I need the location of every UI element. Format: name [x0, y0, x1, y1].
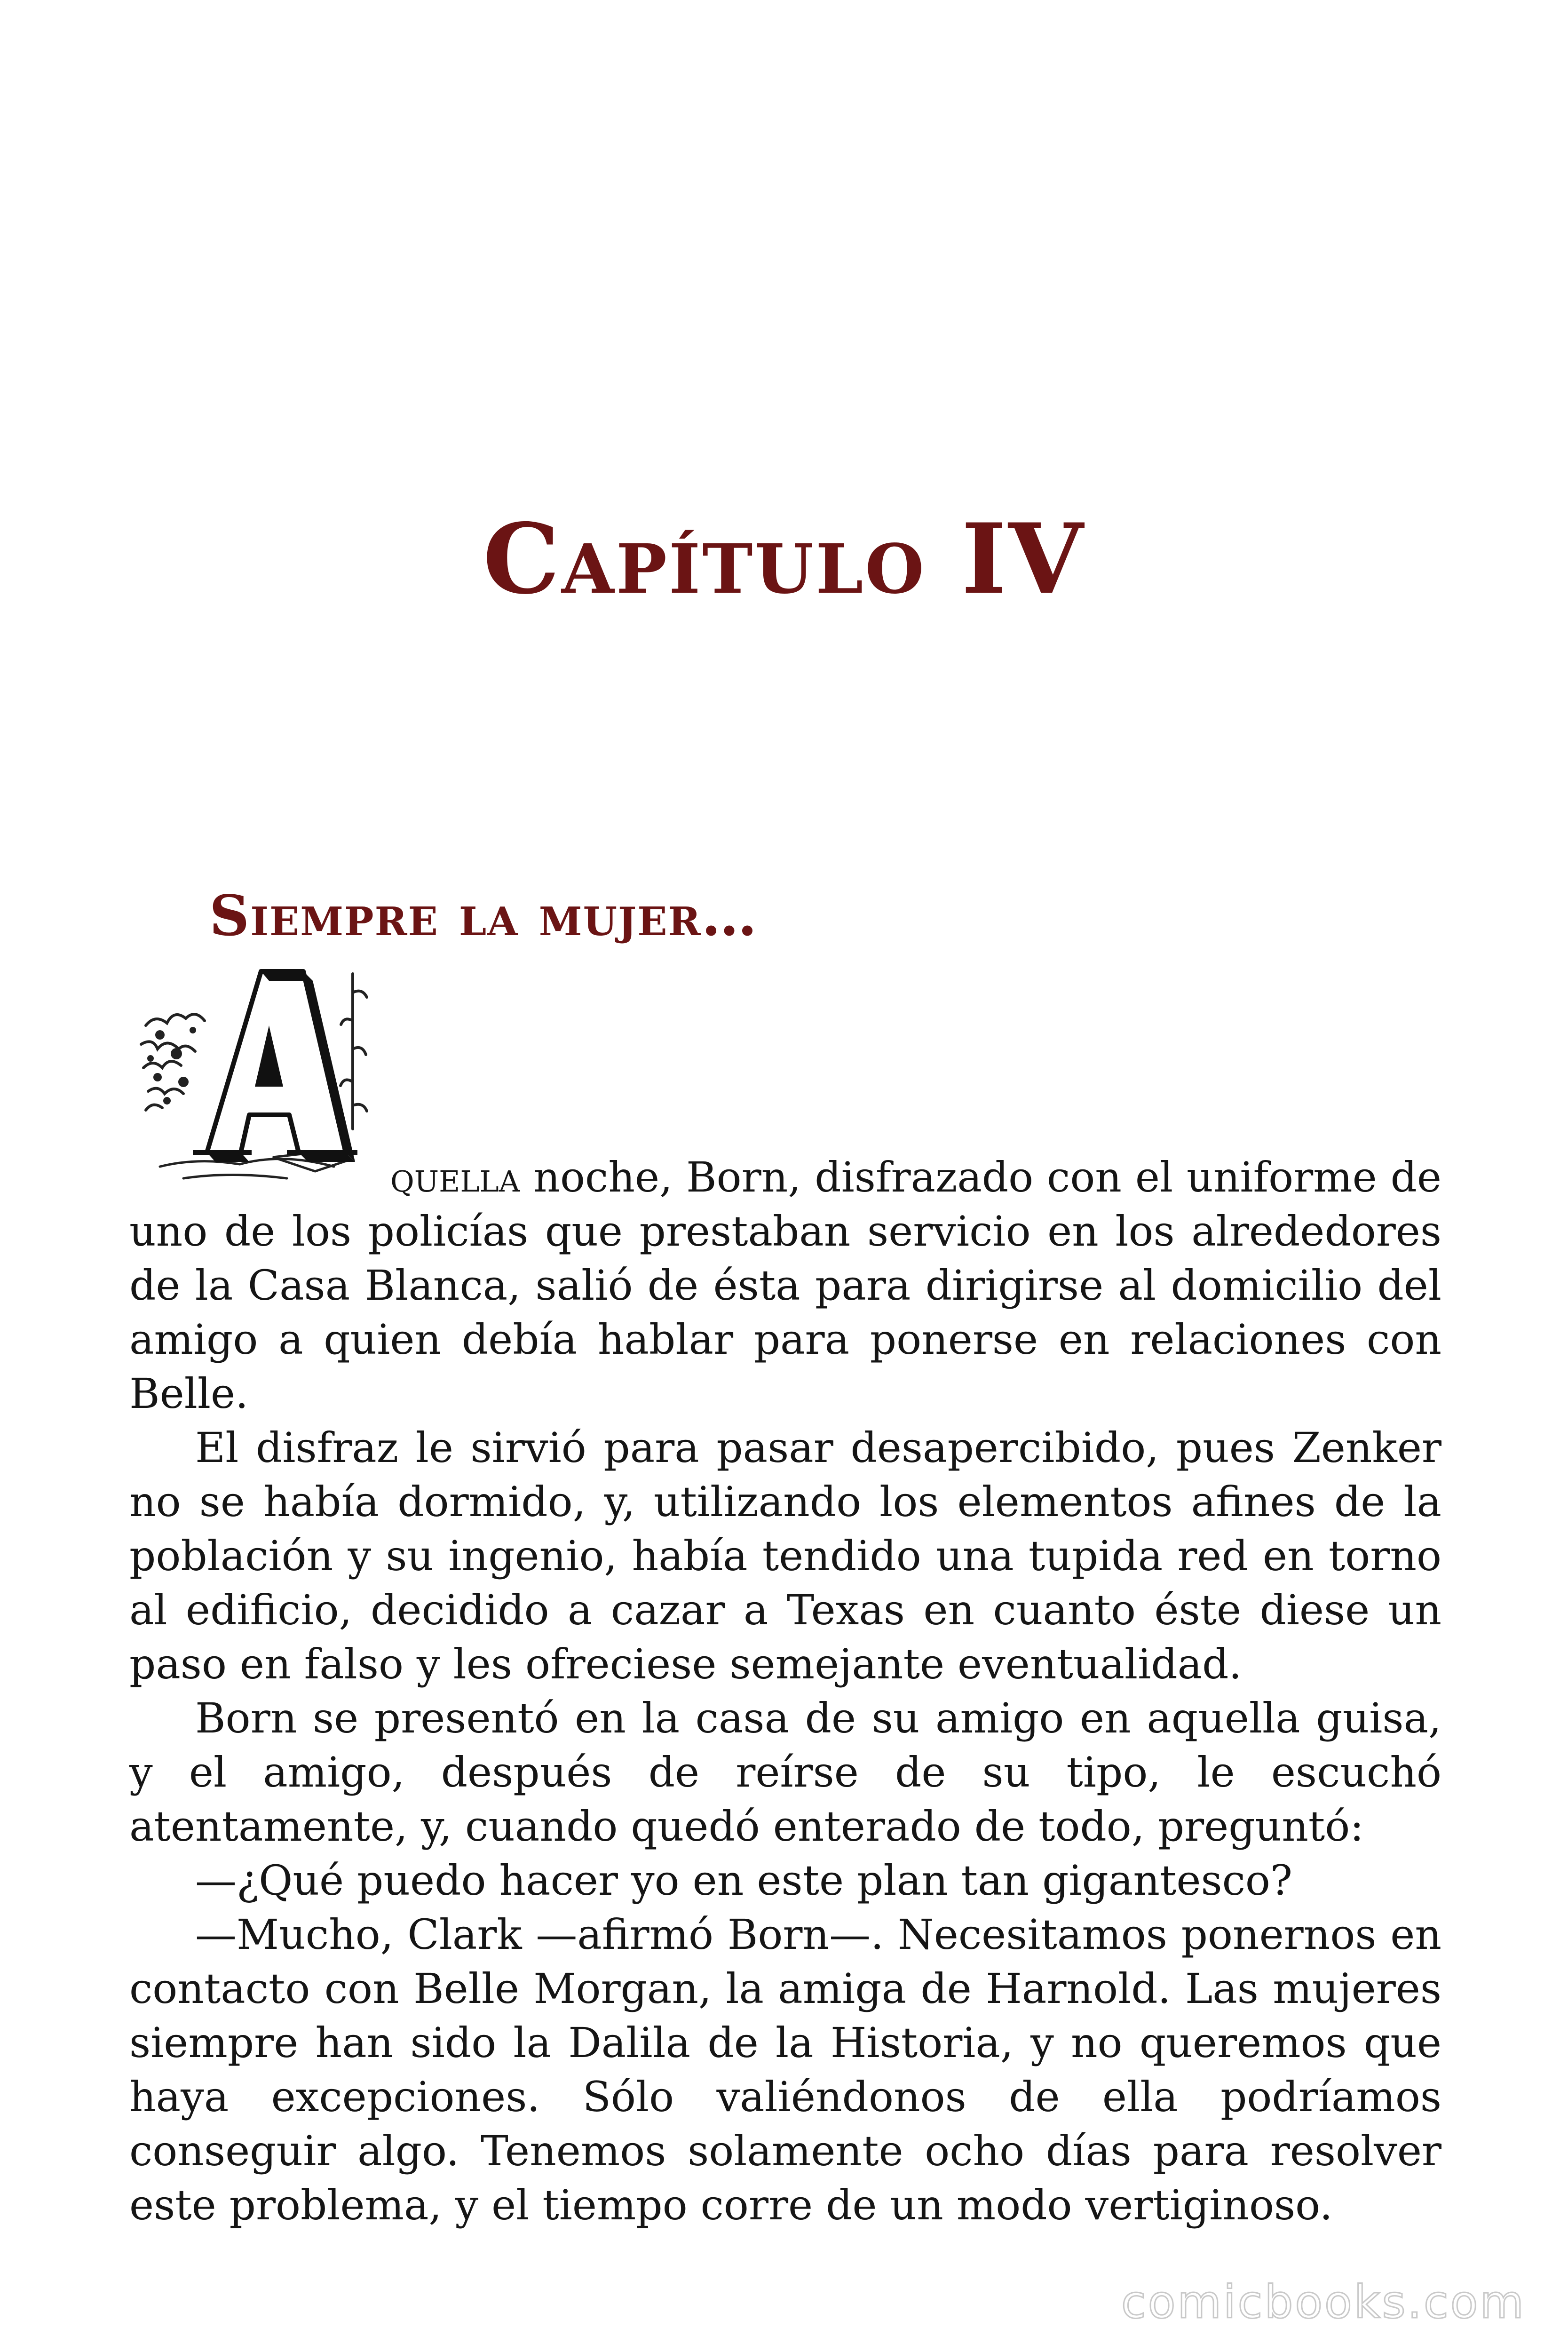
- lead-in-small-caps: quella: [390, 1153, 520, 1201]
- paragraph: —Mucho, Clark —afirmó Born—. Necesitamos ponernos en contacto con Belle Morgan, la amiga de Harnold. Las mujeres siempre han sido la Dalila de la Historia, y no queremos que haya excepciones. Sólo valiéndonos de ella podríamos conseguir algo. Tenemos solamente ocho días para resolver este problema, y el tiempo corre de un modo vertiginoso.: [129, 1910, 1441, 2229]
- section-title: Siempre la mujer…: [209, 882, 758, 948]
- chapter-title: Capítulo IV: [483, 503, 1085, 616]
- watermark: comicbooks.com: [1121, 2276, 1526, 2328]
- paragraph: [129, 1150, 1441, 1421]
- paragraph: El disfraz le sirvió para pasar desapercibido, pues Zenker no se había dormido, y, utilizando los elementos afines de la población y su ingenio, había tendido una tupida red en torno al edificio, decidido a cazar a Texas en cuanto éste diese un paso en falso y les ofreciese semejante eventualidad.: [129, 1423, 1441, 1688]
- paragraph: —¿Qué puedo hacer yo en este plan tan gigantesco?: [195, 1856, 1293, 1905]
- body-text: [129, 1150, 1441, 2232]
- paragraph-text: noche, Born, disfrazado con el uniforme de uno de los policías que prestaban servicio en los alrededores de la Casa Blanca, salió de ésta para dirigirse al domicilio del amigo a quien debía hablar para ponerse en relaciones con Belle.: [129, 1153, 1441, 1418]
- paragraph: Born se presentó en la casa de su amigo en aquella guisa, y el amigo, después de reírse de su tipo, le escuchó atentamente, y, cuando quedó enterado de todo, preguntó:: [129, 1694, 1441, 1851]
